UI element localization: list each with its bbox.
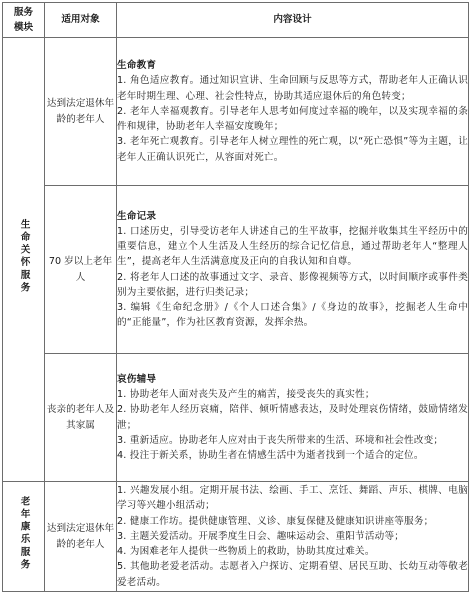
table-row (3, 186, 469, 354)
header-audience: 适用对象 (45, 3, 117, 38)
module-name: 生命关怀服务 (18, 219, 30, 295)
content-item: 4. 为困难老年人提供一些物质上的救助，协助其度过难关。 (117, 546, 375, 558)
content-item: 3. 主题关爱活动。开展季度生日会、趣味运动会、重阳节活动等； (117, 530, 405, 542)
audience-cell: 丧亲的老年人及其家属 (45, 354, 117, 482)
content-item: 2. 老年人幸福观教育。引导老年人思考如何度过幸福的晚年，以及实现幸福的条件和规律，协助老年人幸福安度晚年； (117, 105, 468, 133)
header-row (3, 3, 469, 38)
module-name: 老年康乐服务 (18, 496, 30, 572)
table-row (3, 482, 469, 592)
service-design-table (2, 2, 469, 592)
content-item: 3. 老年死亡观教育。引导老年人树立理性的死亡观，以“死亡恐惧”等为主题，让老年人正确认识死亡，从容面对死亡。 (117, 136, 468, 163)
header-content: 内容设计 (117, 3, 469, 38)
content-cell (117, 354, 469, 482)
content-item: 3. 重新适应。协助老年人应对由于丧失所带来的生活、环境和社会性改变； (117, 434, 444, 446)
content-item: 1. 角色适应教育。通过知识宣讲、生命回顾与反思等方式，帮助老年人正确认识老年时期生理、心理、社会性特点，协助其适应退休后的角色转变； (117, 75, 468, 102)
module-cell (3, 482, 45, 592)
header-module-label: 服务 模块 (13, 6, 34, 33)
content-cell (117, 186, 469, 354)
audience-cell: 达到法定退休年龄的老年人 (45, 38, 117, 186)
header-module (3, 3, 45, 38)
table-row (3, 38, 469, 186)
content-item: 1. 口述历史，引导受访老年人讲述自己的生平故事，挖掘并收集其生平经历中的重要信息，建立个人生活及人生经历的综合记忆信息，通过帮助老年人“整理人生”，提高老年人生活满意度及正向的自我认知和自尊。 (117, 225, 468, 268)
section-title: 生命记录 (117, 210, 157, 222)
content-item: 4. 投注于新关系，协助生者在情感生活中为逝者找到一个适合的定位。 (117, 449, 424, 461)
section-title: 生命教育 (117, 60, 157, 72)
audience-cell: 70 岁以上老年人 (45, 186, 117, 354)
module-cell (3, 38, 45, 482)
section-title: 哀伤辅导 (117, 373, 157, 385)
content-item: 1. 协助老年人面对丧失及产生的痛苦，接受丧失的真实性； (117, 389, 375, 401)
content-item: 1. 兴趣发展小组。定期开展书法、绘画、手工、烹饪、舞蹈、声乐、棋牌、电脑学习等兴趣小组活动； (117, 485, 468, 512)
content-item: 2. 协助老年人经历哀痛，陪伴、倾听情感表达，及时处理哀伤情绪，鼓励情绪发泄； (117, 404, 468, 431)
table-body (3, 38, 469, 592)
content-cell (117, 482, 469, 592)
content-item: 2. 将老年人口述的故事通过文字、录音、影像视频等方式，以时间顺序或事件类别为主要依据，进行归类记录； (117, 271, 468, 298)
content-cell (117, 38, 469, 186)
content-item: 5. 其他助老爱老活动。志愿者入户探访、定期看望、居民互助、长幼互动等敬老爱老活动。 (117, 561, 468, 588)
content-item: 3. 编辑《生命纪念册》/《个人口述合集》/《身边的故事》，挖掘老人生命中的“正能量”，作为社区教育资源，发挥余热。 (117, 301, 468, 329)
table-row (3, 354, 469, 482)
audience-cell: 达到法定退休年龄的老年人 (45, 482, 117, 592)
content-item: 2. 健康工作坊。提供健康管理、义诊、康复保健及健康知识讲座等服务； (117, 515, 434, 527)
